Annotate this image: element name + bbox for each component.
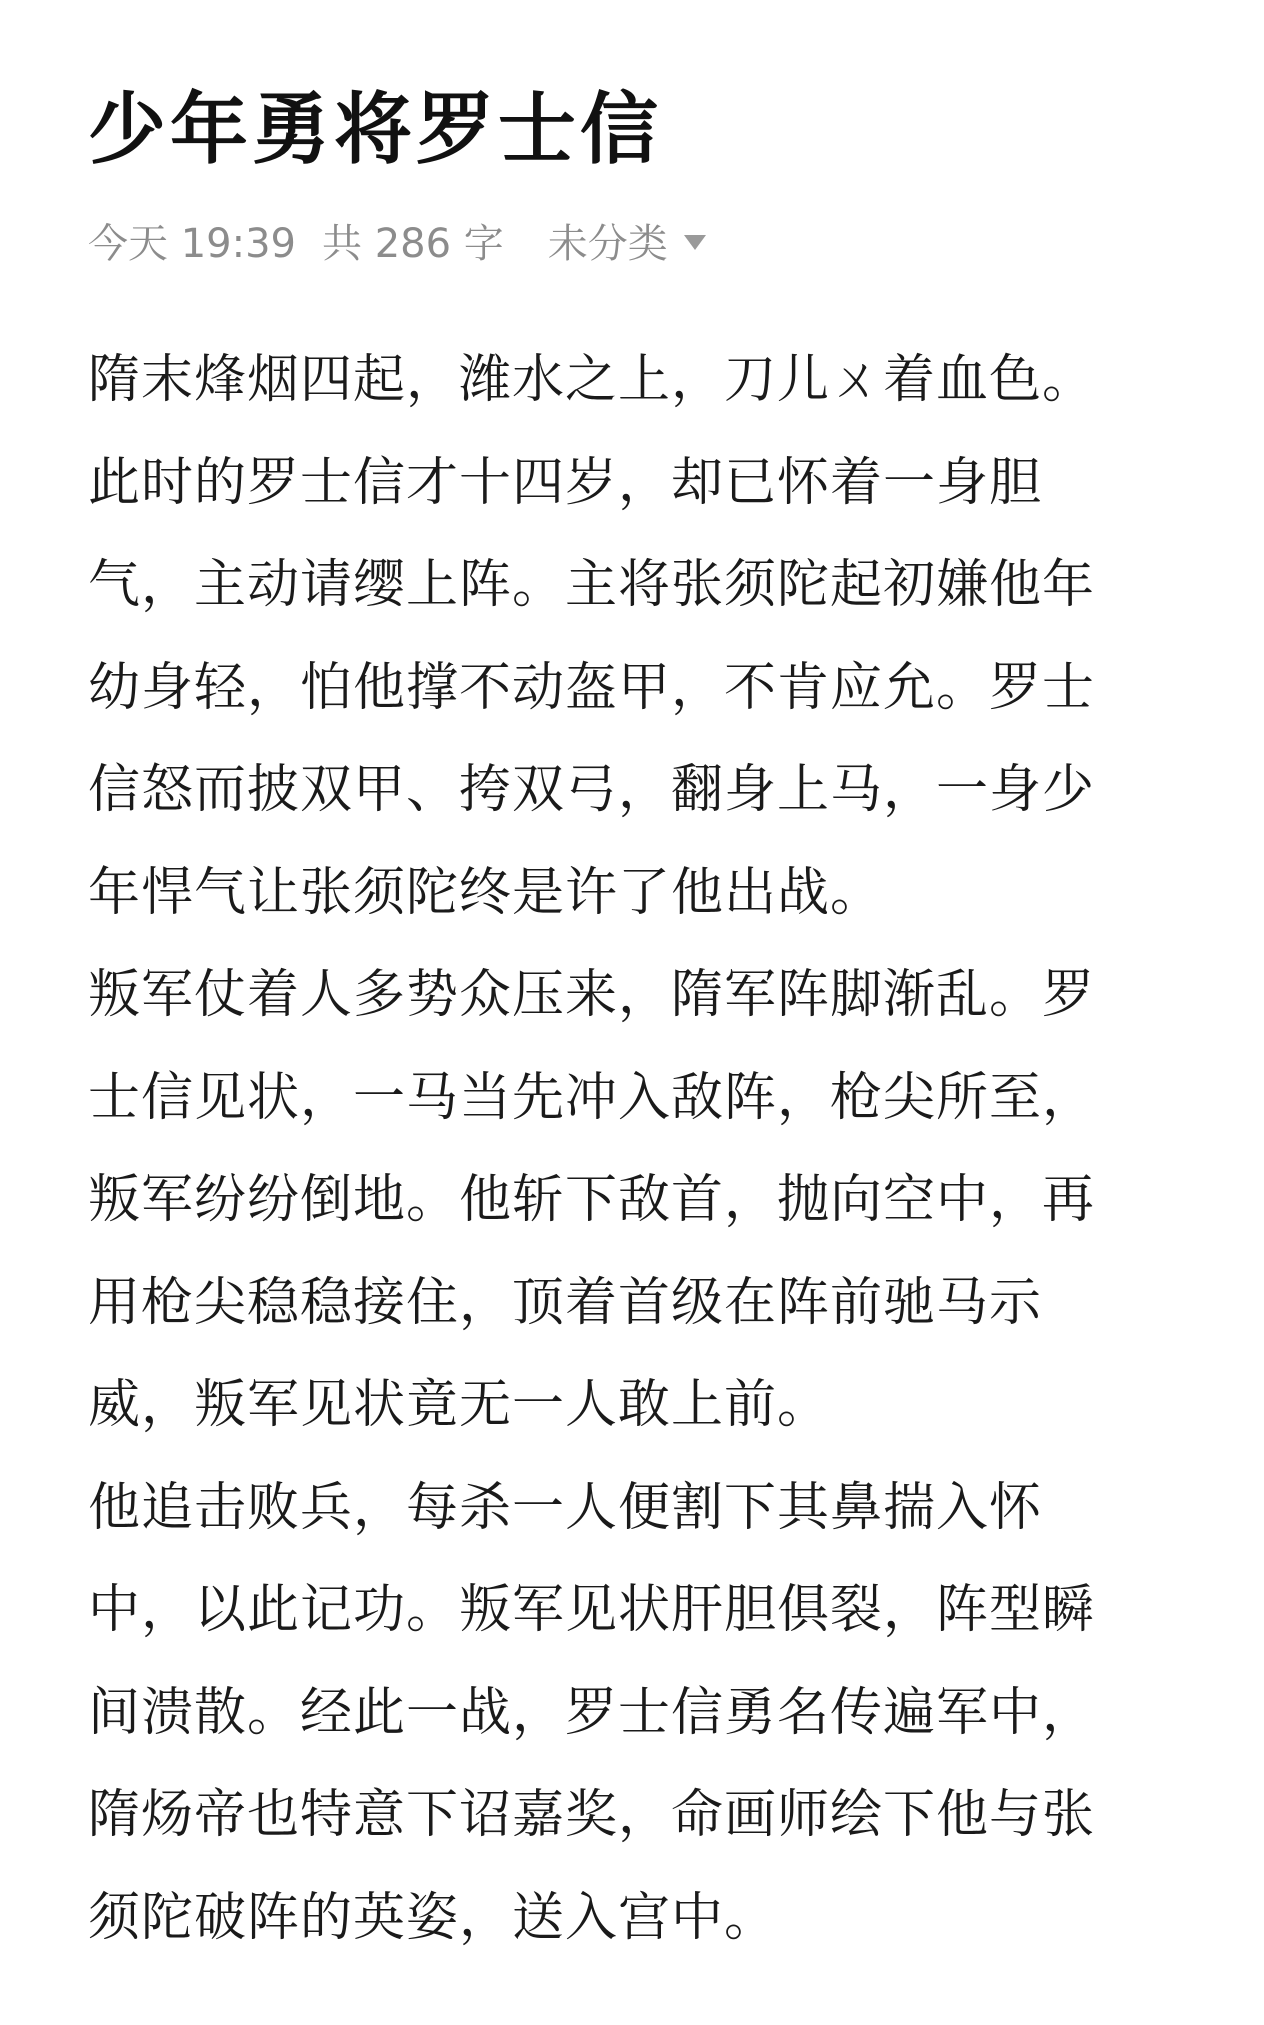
paragraph-1 <box>88 329 1188 944</box>
text-line: 中，以此记功。叛军见状肝胆俱裂，阵型瞬 <box>88 1580 1096 1640</box>
note-meta <box>88 212 706 268</box>
caret-down-icon <box>684 235 706 250</box>
paragraph-2 <box>88 944 1188 1457</box>
text-line: 士信见状，一马当先冲入敌阵，枪尖所至， <box>88 1067 1096 1128</box>
category-dropdown[interactable] <box>548 212 706 269</box>
note-word-count: 共 286 字 <box>322 220 504 267</box>
note-title[interactable]: 少年勇将罗士信 <box>88 85 663 175</box>
text-line: 叛军仗着人多势众压来，隋军阵脚渐乱。罗 <box>88 965 1096 1025</box>
category-label: 未分类 <box>547 220 668 267</box>
paragraph-3 <box>88 1457 1188 1970</box>
text-line: 叛军纷纷倒地。他斩下敌首，抛向空中，再 <box>88 1170 1096 1230</box>
note-time: 今天 19:39 <box>88 220 296 267</box>
text-line: 隋炀帝也特意下诏嘉奖，命画师绘下他与张 <box>88 1785 1096 1845</box>
text-line: 间溃散。经此一战，罗士信勇名传遍军中， <box>88 1682 1096 1743</box>
text-line: 信怒而披双甲、挎双弓，翻身上马，一身少 <box>88 760 1096 820</box>
note-body[interactable] <box>88 329 1188 1969</box>
text-line: 此时的罗士信才十四岁，却已怀着一身胆 <box>88 452 1043 513</box>
text-line: 威，叛军见状竟无一人敢上前。 <box>88 1375 831 1435</box>
text-line: 年悍气让张须陀终是许了他出战。 <box>88 862 884 923</box>
text-line: 他追击败兵，每杀一人便割下其鼻揣入怀 <box>88 1477 1043 1538</box>
text-line: 幼身轻，怕他撑不动盔甲，不肯应允。罗士 <box>88 657 1096 718</box>
text-line: 须陀破阵的英姿，送入宫中。 <box>88 1887 778 1948</box>
text-line: 隋末烽烟四起，潍水之上，刀儿ㄨ着血色。 <box>88 350 1096 410</box>
text-line: 用枪尖稳稳接住，顶着首级在阵前驰马示 <box>88 1272 1043 1333</box>
text-line: 气，主动请缨上阵。主将张须陀起初嫌他年 <box>88 555 1096 615</box>
